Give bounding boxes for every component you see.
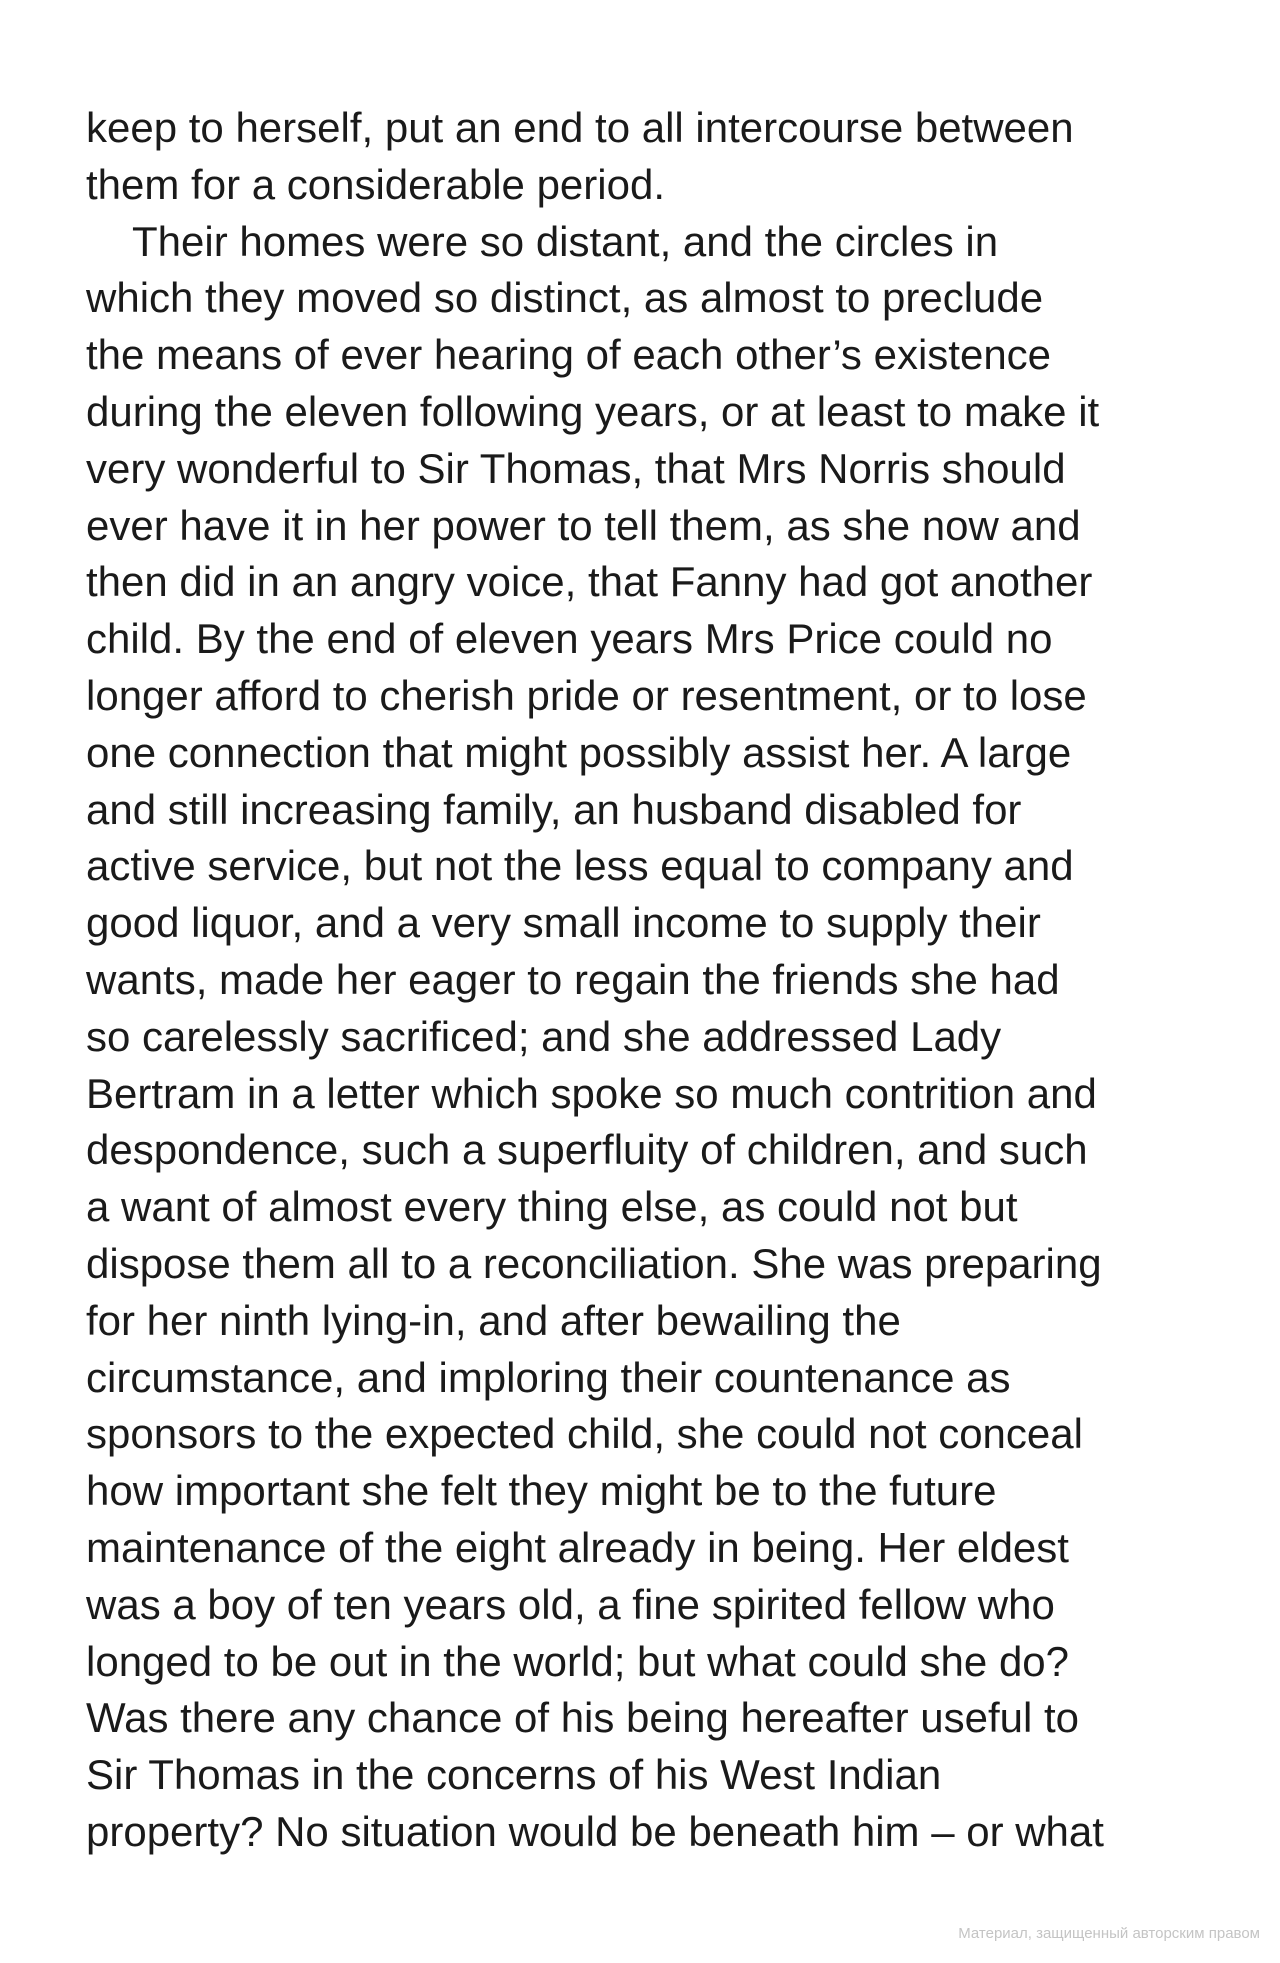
body-text (86, 100, 1226, 1861)
text-line: how important she felt they might be to the future (86, 1467, 997, 1515)
text-line: during the eleven following years, or at least to make it (86, 387, 1100, 435)
paragraph-start-line: Their homes were so distant, and the circles in (132, 217, 999, 265)
text-line: child. By the end of eleven years Mrs Price could no (86, 615, 1053, 663)
text-line: one connection that might possibly assist her. A large (86, 728, 1072, 776)
text-line: then did in an angry voice, that Fanny had got another (86, 558, 1093, 606)
text-line: and still increasing family, an husband disabled for (86, 785, 1022, 833)
text-line: them for a considerable period. (86, 160, 665, 208)
text-line: sponsors to the expected child, she could not conceal (86, 1410, 1083, 1458)
text-line: active service, but not the less equal to company and (86, 842, 1074, 890)
text-line: very wonderful to Sir Thomas, that Mrs Norris should (86, 444, 1066, 492)
text-line: wants, made her eager to regain the friends she had (86, 955, 1060, 1003)
text-line: for her ninth lying-in, and after bewailing the (86, 1296, 901, 1344)
text-line: Was there any chance of his being hereafter useful to (86, 1694, 1080, 1742)
text-line: keep to herself, put an end to all intercourse between (86, 104, 1074, 151)
text-line: ever have it in her power to tell them, as she now and (86, 501, 1081, 549)
text-line: Sir Thomas in the concerns of his West Indian (86, 1751, 942, 1799)
text-line: dispose them all to a reconciliation. She was preparing (86, 1239, 1102, 1287)
text-line: so carelessly sacrificed; and she addressed Lady (86, 1012, 1002, 1060)
text-line: good liquor, and a very small income to supply their (86, 899, 1041, 947)
text-line: a want of almost every thing else, as could not but (86, 1183, 1018, 1231)
text-line: circumstance, and imploring their countenance as (86, 1353, 1011, 1401)
copyright-watermark: Материал, защищенный авторским правом (958, 1925, 1260, 1942)
text-line: Bertram in a letter which spoke so much contrition and (86, 1069, 1097, 1117)
text-line: longed to be out in the world; but what could she do? (86, 1637, 1070, 1685)
text-line: maintenance of the eight already in being. Her eldest (86, 1523, 1069, 1571)
text-line: property? No situation would be beneath him – or what (86, 1807, 1104, 1855)
text-line: longer afford to cherish pride or resentment, or to lose (86, 671, 1087, 719)
text-line: despondence, such a superfluity of children, and such (86, 1126, 1088, 1174)
text-line: which they moved so distinct, as almost to preclude (86, 274, 1044, 322)
text-line: the means of ever hearing of each other’s existence (86, 331, 1052, 379)
text-line: was a boy of ten years old, a fine spirited fellow who (86, 1580, 1055, 1628)
